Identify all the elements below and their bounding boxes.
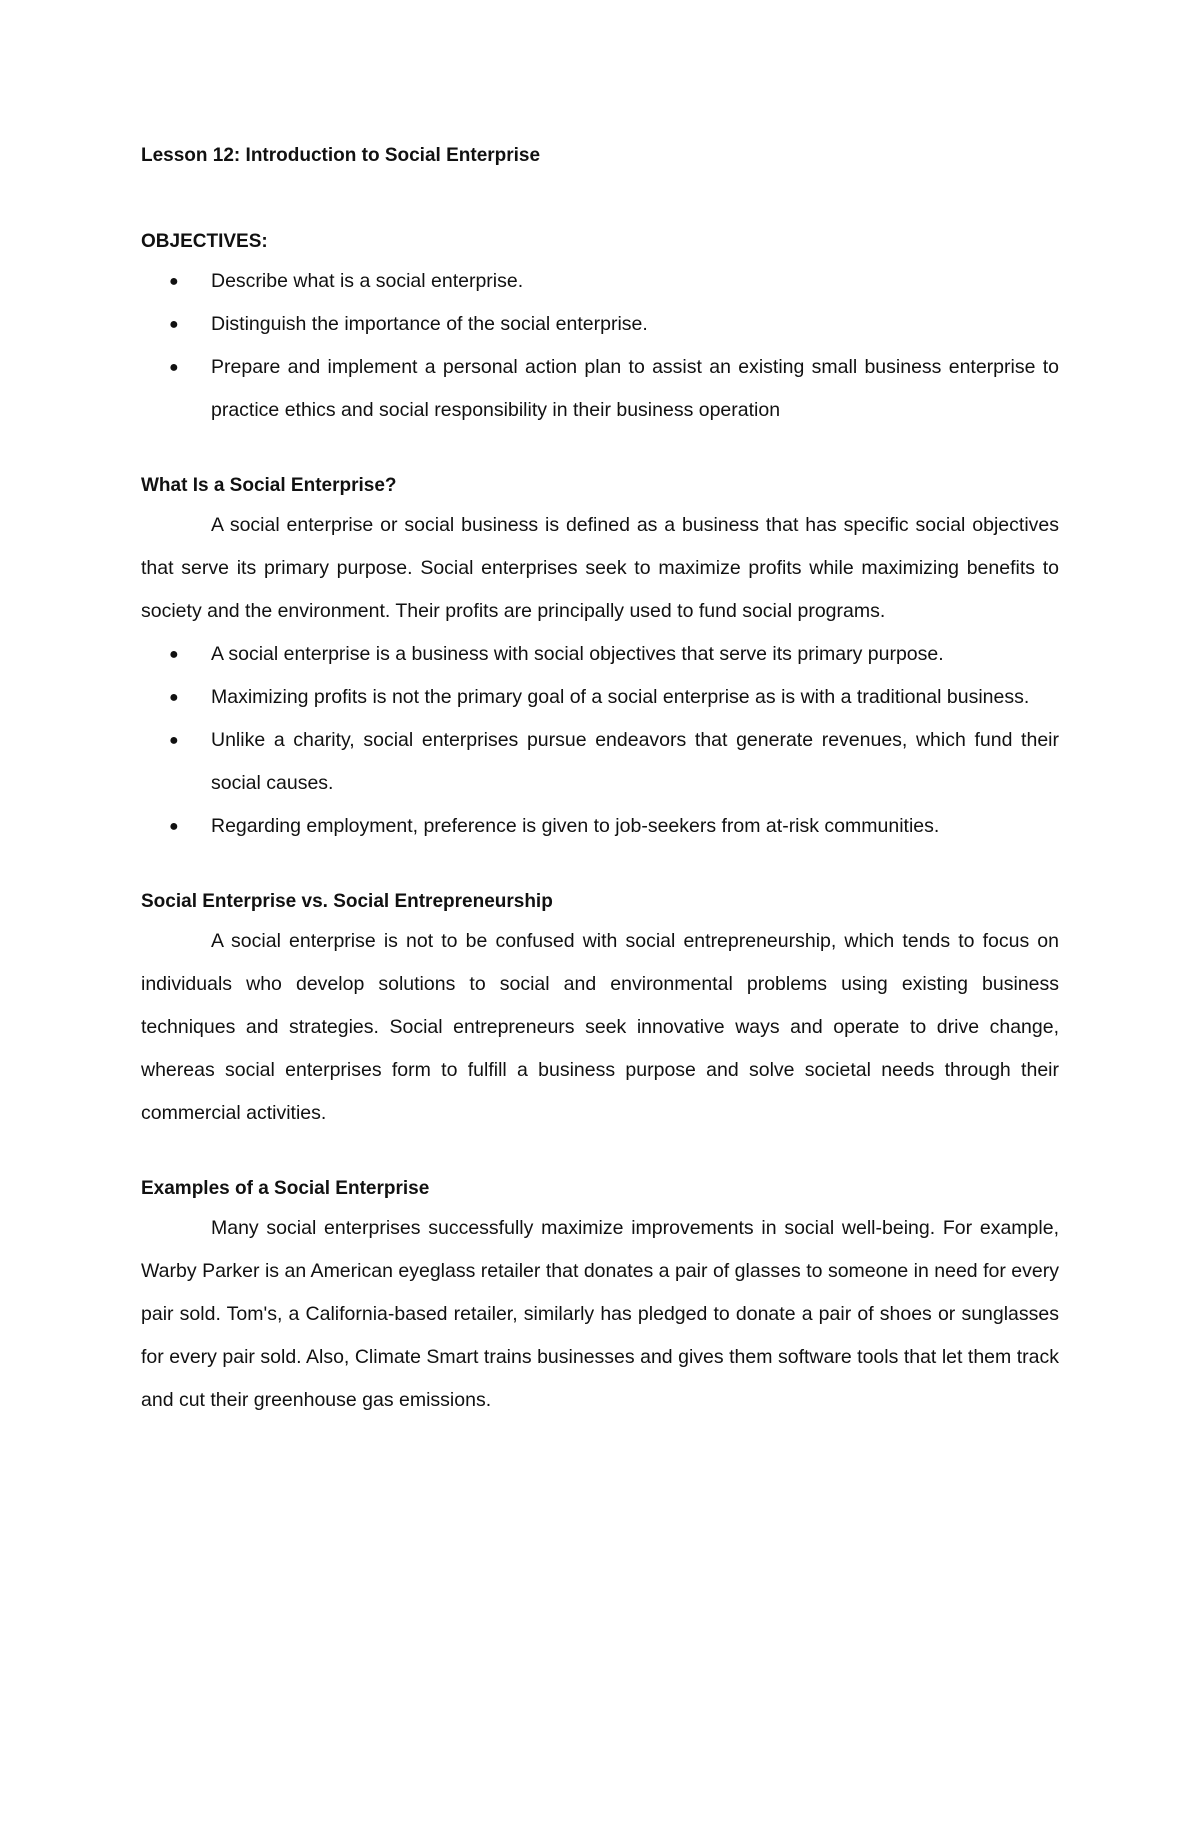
list-item-text: Maximizing profits is not the primary goal of a social enterprise as is with a traditional business. [211, 686, 1030, 708]
section-paragraph-vs: A social enterprise is not to be confused with social entrepreneurship, which tends to focus on individuals who develop solutions to social and environmental problems using existing business techniques and strategies. Social entrepreneurs seek innovative ways and operate to drive change, whereas social enterprises form to fulfill a business purpose and solve societal needs through their commercial activities. [141, 930, 1059, 1124]
list-item [141, 719, 1059, 805]
list-item [141, 260, 1059, 303]
list-item [141, 805, 1059, 848]
list-item-text: Prepare and implement a personal action plan to assist an existing small business enterprise to practice ethics and social responsibility in their business operation [211, 356, 1059, 421]
list-item [141, 303, 1059, 346]
what-bullets-list [141, 633, 1059, 848]
list-item-text: A social enterprise is a business with social objectives that serve its primary purpose. [211, 643, 944, 665]
bullet-icon: ● [169, 359, 179, 376]
section-heading-vs: Social Enterprise vs. Social Entrepreneurship [141, 891, 553, 912]
objectives-heading: OBJECTIVES: [141, 231, 268, 252]
bullet-icon: ● [169, 316, 179, 333]
spacer [141, 848, 1059, 884]
bullet-icon: ● [169, 732, 179, 749]
section-paragraph-what: A social enterprise or social business is defined as a business that has specific social objectives that serve its primary purpose. Social enterprises seek to maximize profits while maximizing benefits to society and the environment. Their profits are principally used to fund social programs. [141, 514, 1059, 622]
bullet-icon: ● [169, 818, 179, 835]
objectives-list [141, 260, 1059, 432]
spacer [141, 432, 1059, 468]
list-item-text: Unlike a charity, social enterprises pursue endeavors that generate revenues, which fund their social causes. [211, 729, 1059, 794]
bullet-icon: ● [169, 273, 179, 290]
list-item-text: Distinguish the importance of the social enterprise. [211, 313, 648, 335]
spacer [141, 174, 1059, 224]
list-item-text: Regarding employment, preference is given to job-seekers from at-risk communities. [211, 815, 940, 837]
section-paragraph-examples: Many social enterprises successfully maximize improvements in social well-being. For example, Warby Parker is an American eyeglass retailer that donates a pair of glasses to someone in need for every pair sold. Tom's, a California-based retailer, similarly has pledged to donate a pair of shoes or sunglasses for every pair sold. Also, Climate Smart trains businesses and gives them software tools that let them track and cut their greenhouse gas emissions. [141, 1217, 1059, 1411]
bullet-icon: ● [169, 689, 179, 706]
section-heading-examples: Examples of a Social Enterprise [141, 1178, 430, 1199]
list-item [141, 633, 1059, 676]
list-item-text: Describe what is a social enterprise. [211, 270, 524, 292]
lesson-title: Lesson 12: Introduction to Social Enterprise [141, 145, 541, 166]
spacer [141, 1135, 1059, 1171]
bullet-icon: ● [169, 646, 179, 663]
document-page [141, 138, 1059, 1422]
list-item [141, 676, 1059, 719]
list-item [141, 346, 1059, 432]
section-heading-what: What Is a Social Enterprise? [141, 475, 397, 496]
